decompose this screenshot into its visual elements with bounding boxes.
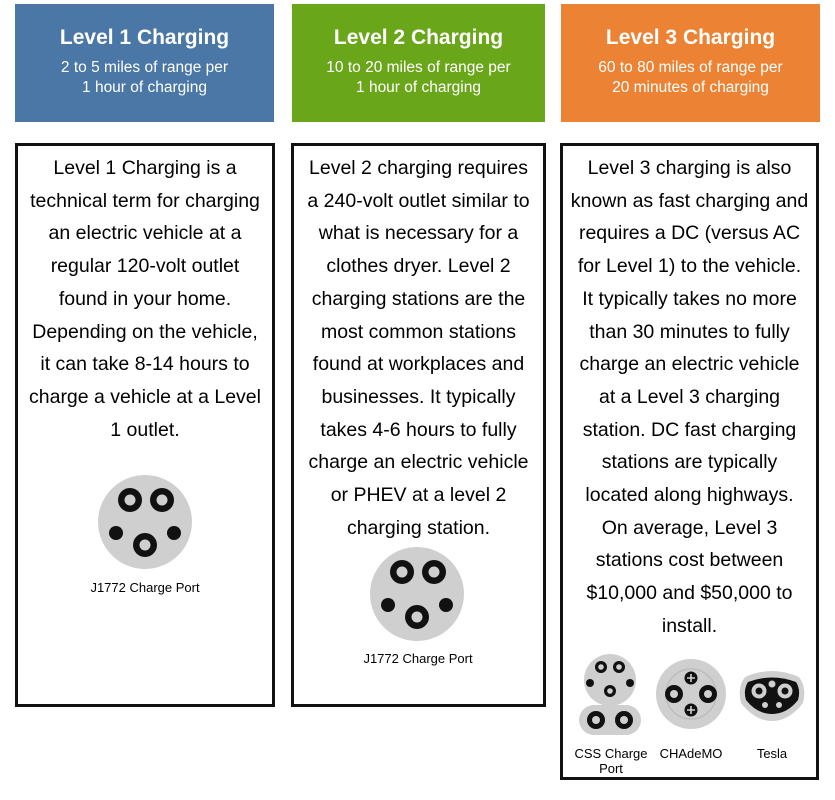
body-line: takes 4-6 hours to fully xyxy=(320,418,517,441)
body-line: located along highways. xyxy=(585,484,794,507)
body-line: charging stations are the xyxy=(311,287,526,310)
body-line: regular 120-volt outlet xyxy=(50,255,240,278)
level1-header xyxy=(15,4,274,122)
level2-title: Level 2 Charging xyxy=(333,26,504,49)
body-line: businesses. It typically xyxy=(321,385,516,408)
level1-card xyxy=(15,143,275,707)
level2-header xyxy=(292,4,545,122)
body-line: a 240-volt outlet similar to xyxy=(307,189,530,212)
level1-subtitle-line: 2 to 5 miles of range per xyxy=(60,59,229,76)
body-line: Depending on the vehicle, xyxy=(32,320,258,343)
body-line: for Level 1) to the vehicle. xyxy=(577,255,802,278)
body-line: Level 1 Charging is a xyxy=(53,157,237,179)
body-line: found in your home. xyxy=(58,287,232,310)
chademo-port-icon xyxy=(655,658,727,730)
level2-subtitle xyxy=(292,58,545,98)
caption-line: Port xyxy=(599,761,623,776)
body-line: charge an electric vehicle xyxy=(579,353,800,376)
body-line: technical term for charging xyxy=(30,189,260,212)
body-line: than 30 minutes to fully xyxy=(589,320,790,343)
body-line: at a Level 3 charging xyxy=(598,385,781,408)
level1-port-caption: J1772 Charge Port xyxy=(90,580,200,595)
body-line: On average, Level 3 xyxy=(601,516,778,539)
body-line: charge a vehicle at a Level xyxy=(29,385,261,408)
body-line: known as fast charging and xyxy=(570,189,809,212)
body-line: $10,000 and $50,000 to xyxy=(586,582,793,605)
level2-subtitle-line: 1 hour of charging xyxy=(356,79,481,96)
body-line: clothes dryer. Level 2 xyxy=(326,255,511,278)
body-line: charging station. xyxy=(346,516,491,539)
j1772-port-icon xyxy=(96,473,194,571)
level1-description xyxy=(18,152,272,446)
level3-subtitle xyxy=(561,58,820,98)
level2-port-caption: J1772 Charge Port xyxy=(363,651,473,666)
body-line: what is necessary for a xyxy=(318,222,519,245)
caption-line: CSS Charge xyxy=(574,746,648,761)
level2-subtitle-line: 10 to 20 miles of range per xyxy=(326,59,511,76)
ccs-port-icon xyxy=(577,653,643,737)
body-line: an electric vehicle at a xyxy=(48,222,242,245)
body-line: Level 2 charging requires xyxy=(309,157,528,179)
body-line: it can take 8-14 hours to xyxy=(40,353,250,376)
body-line: stations are typically xyxy=(601,451,778,474)
body-line: station. DC fast charging xyxy=(582,418,797,441)
body-line: or PHEV at a level 2 xyxy=(330,484,507,507)
level3-subtitle-line: 60 to 80 miles of range per xyxy=(598,59,783,76)
j1772-port-icon xyxy=(368,545,466,643)
level3-description xyxy=(563,152,816,643)
tesla-port-caption: Tesla xyxy=(756,746,788,761)
level2-description xyxy=(294,152,543,544)
level1-subtitle xyxy=(15,58,274,98)
ccs-port-caption xyxy=(566,746,656,776)
body-line: most common stations xyxy=(320,320,517,343)
level3-title: Level 3 Charging xyxy=(605,26,776,49)
body-line: 1 outlet. xyxy=(110,418,180,441)
level1-title: Level 1 Charging xyxy=(59,26,230,49)
chademo-port-caption: CHAdeMO xyxy=(659,746,723,761)
level1-subtitle-line: 1 hour of charging xyxy=(82,79,207,96)
body-line: install. xyxy=(661,614,718,637)
level3-header xyxy=(561,4,820,122)
body-line: requires a DC (versus AC xyxy=(578,222,801,245)
body-line: Level 3 charging is also xyxy=(587,157,792,179)
body-line: found at workplaces and xyxy=(312,353,525,376)
body-line: It typically takes no more xyxy=(582,287,797,310)
body-line: charge an electric vehicle xyxy=(308,451,529,474)
body-line: stations cost between xyxy=(595,549,784,572)
tesla-port-icon xyxy=(737,669,807,721)
level3-subtitle-line: 20 minutes of charging xyxy=(612,79,769,96)
